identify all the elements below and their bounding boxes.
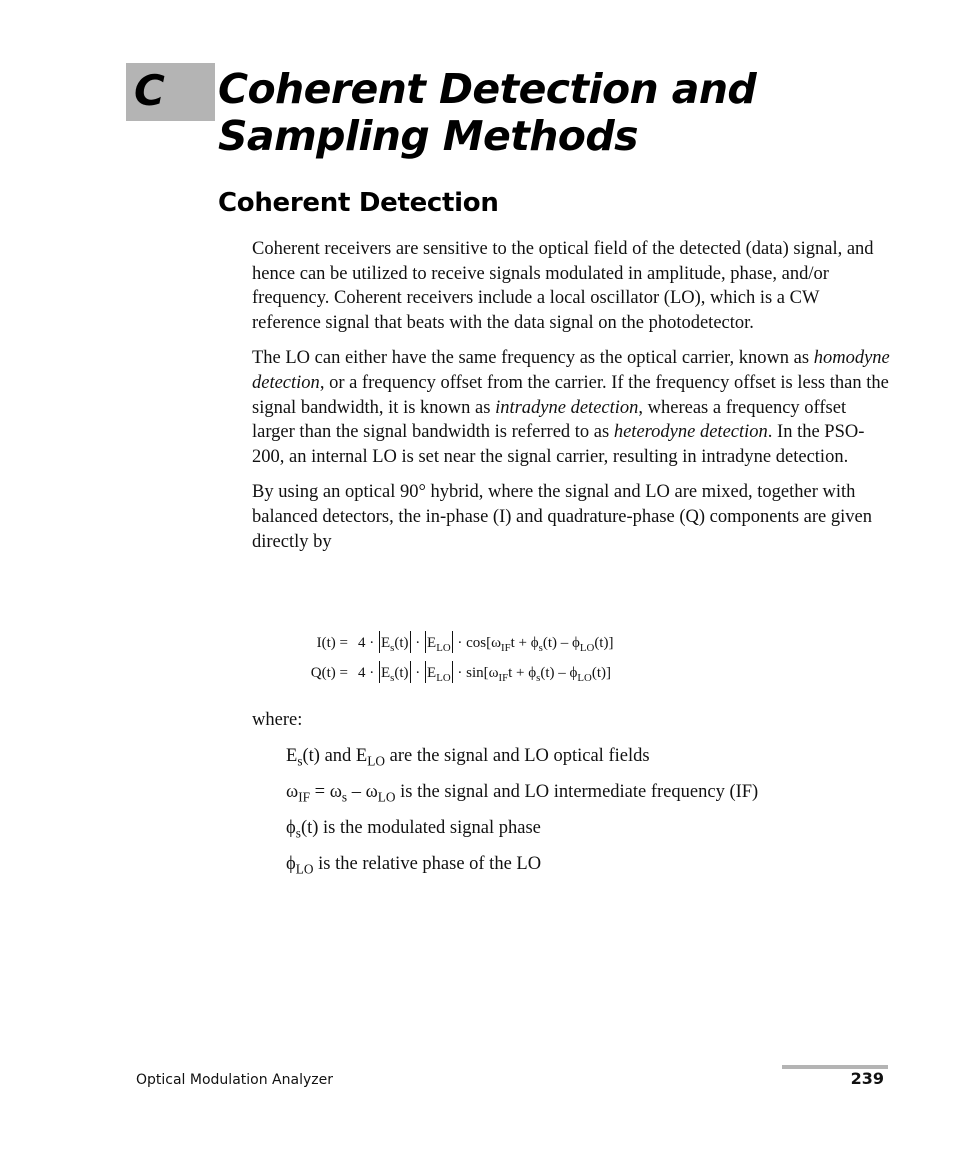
- def-text: (t) and E: [302, 746, 368, 766]
- eq-dot: ·: [457, 665, 463, 681]
- eq-factor: 4 ·: [358, 665, 375, 681]
- eq-close: (t)]: [591, 665, 611, 681]
- equation-q-rhs: [358, 658, 611, 688]
- definition-fields: [286, 744, 906, 780]
- def-sub: s: [341, 789, 348, 805]
- abs-bar: [410, 631, 411, 653]
- eq-dot: ·: [415, 665, 421, 681]
- eq-elo: E: [427, 635, 437, 651]
- def-text: – ω: [347, 782, 378, 802]
- paragraph-2-text-b: , or a frequency offset from the carrier. If the frequency offset is less than the signal bandwidth, it is known as: [252, 372, 889, 418]
- def-text: (t) is the modulated signal phase: [300, 818, 541, 838]
- abs-bar: [425, 631, 426, 653]
- chapter-title-line-1: Coherent Detection and: [218, 65, 757, 113]
- eq-es: E: [381, 635, 391, 651]
- eq-phi-s-sub: s: [536, 671, 541, 684]
- eq-omega: [ω: [486, 635, 501, 651]
- def-sub: LO: [377, 789, 396, 805]
- equation-q: [300, 658, 720, 688]
- eq-t-plus-phi: t + ϕ: [510, 635, 539, 651]
- def-text: E: [286, 746, 298, 766]
- chapter-title: [218, 66, 918, 160]
- eq-minus-phi: (t) – ϕ: [542, 635, 580, 651]
- term-intradyne-detection: intradyne detection: [495, 397, 639, 418]
- term-heterodyne-detection: heterodyne detection: [613, 422, 768, 443]
- def-sub: s: [295, 825, 301, 841]
- definition-signal-phase: [286, 816, 906, 852]
- definition-lo-phase: [286, 852, 906, 888]
- eq-factor: 4 ·: [358, 635, 375, 651]
- where-label: where:: [252, 710, 303, 730]
- body-text: [252, 237, 892, 565]
- eq-dot: ·: [415, 635, 421, 651]
- equations-block: [300, 628, 720, 688]
- footer-doc-title: Optical Modulation Analyzer: [136, 1072, 333, 1088]
- eq-minus-phi: (t) – ϕ: [540, 665, 578, 681]
- equation-i-lhs: I(t) =: [316, 635, 348, 651]
- definition-if-frequency: [286, 780, 906, 816]
- eq-phi-s-sub: s: [538, 641, 543, 654]
- def-text: = ω: [310, 782, 342, 802]
- def-sub: LO: [295, 861, 314, 877]
- chapter-letter: C: [134, 66, 165, 115]
- abs-bar: [410, 661, 411, 683]
- abs-bar: [425, 661, 426, 683]
- eq-if-sub: IF: [498, 671, 509, 684]
- chapter-title-line-2: Sampling Methods: [218, 112, 638, 160]
- paragraph-2-text-d: . In the PSO-200, an internal LO is set near the signal carrier, resulting in intradyne detection.: [252, 422, 865, 467]
- def-text: is the relative phase of the LO: [313, 854, 542, 874]
- def-text: are the signal and LO optical fields: [384, 746, 650, 766]
- eq-omega: [ω: [483, 665, 499, 681]
- paragraph-2-text-c: , whereas a frequency offset larger than the signal bandwidth is referred to as: [252, 397, 847, 443]
- paragraph-1: Coherent receivers are sensitive to the optical field of the detected (data) signal, and hence can be utilized to receive signals modulated in amplitude, phase, and/or frequency. Coherent receivers include a local oscillator (LO), which is a CW reference signal that beats with the data signal on the photodetector.: [252, 239, 874, 333]
- equation-q-lhs: Q(t) =: [310, 665, 348, 681]
- def-sub: s: [297, 753, 303, 769]
- eq-es-sub: s: [390, 641, 395, 654]
- eq-phi-lo-sub: LO: [577, 671, 592, 684]
- page-number: 239: [850, 1069, 884, 1088]
- definitions-list: [286, 744, 906, 888]
- eq-if-sub: IF: [501, 641, 511, 654]
- def-text: ϕ: [286, 818, 296, 838]
- equation-i: [300, 628, 720, 658]
- eq-es-sub: s: [390, 671, 395, 684]
- equation-i-rhs: [358, 628, 613, 658]
- eq-t-plus-phi: t + ϕ: [508, 665, 537, 681]
- paragraph-2-text-a: The LO can either have the same frequency as the optical carrier, known as: [252, 348, 814, 369]
- abs-bar: [379, 631, 380, 653]
- term-homodyne-detection: homodyne detection: [252, 348, 890, 393]
- eq-t: (t): [394, 635, 409, 651]
- def-text: is the signal and LO intermediate frequency (IF): [395, 782, 759, 802]
- eq-dot: ·: [457, 635, 463, 651]
- eq-sin: sin: [466, 665, 484, 681]
- def-text: ω: [286, 782, 299, 802]
- eq-cos: cos: [466, 635, 487, 651]
- def-sub: IF: [298, 789, 311, 805]
- eq-elo-sub: LO: [436, 641, 451, 654]
- paragraph-3: By using an optical 90° hybrid, where the signal and LO are mixed, together with balanced detectors, the in-phase (I) and quadrature-phase (Q) components are given directly by: [252, 482, 872, 552]
- abs-bar: [452, 661, 453, 683]
- eq-elo: E: [427, 665, 437, 681]
- section-title: Coherent Detection: [218, 188, 499, 218]
- eq-elo-sub: LO: [436, 671, 451, 684]
- def-text: ϕ: [286, 854, 296, 874]
- def-sub: LO: [367, 753, 385, 769]
- eq-close: (t)]: [594, 635, 614, 651]
- eq-es: E: [381, 665, 391, 681]
- paragraph-2: [252, 346, 892, 469]
- abs-bar: [452, 631, 453, 653]
- abs-bar: [379, 661, 380, 683]
- eq-t: (t): [394, 665, 409, 681]
- eq-phi-lo-sub: LO: [579, 641, 595, 654]
